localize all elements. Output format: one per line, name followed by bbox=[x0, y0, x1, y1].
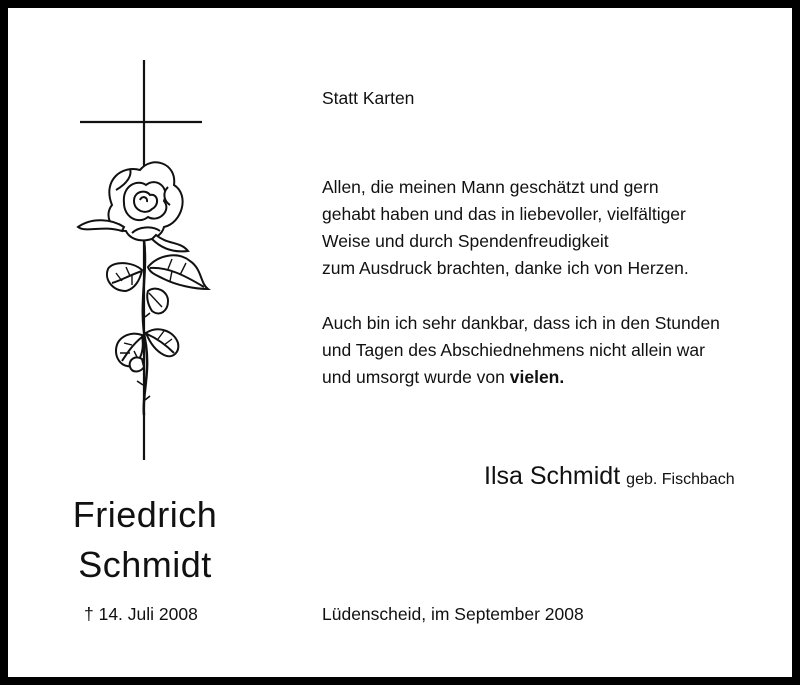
paragraph-line: zum Ausdruck brachten, danke ich von Herzen. bbox=[322, 258, 689, 278]
paragraph-line bbox=[322, 364, 720, 391]
paragraph-line: und Tagen des Abschiednehmens nicht allein war bbox=[322, 340, 705, 360]
deceased-last-name: Schmidt bbox=[78, 544, 212, 585]
deceased-first-name: Friedrich bbox=[72, 494, 218, 535]
paragraph-line: Allen, die meinen Mann geschätzt und gern bbox=[322, 177, 659, 197]
paragraph-gratitude bbox=[322, 310, 720, 391]
death-date: † 14. Juli 2008 bbox=[84, 604, 198, 624]
place-and-date: Lüdenscheid, im September 2008 bbox=[322, 604, 584, 624]
paragraph-line: gehabt haben und das in liebevoller, vielfältiger bbox=[322, 204, 686, 224]
signature bbox=[484, 462, 735, 491]
signature-name: Ilsa Schmidt bbox=[484, 462, 621, 490]
paragraph-text: und umsorgt wurde von bbox=[322, 367, 510, 387]
header-statt-karten: Statt Karten bbox=[322, 88, 415, 108]
cross-with-rose-icon bbox=[72, 55, 222, 465]
paragraph-thanks bbox=[322, 174, 689, 282]
signature-maiden-name: geb. Fischbach bbox=[626, 471, 735, 488]
emphasis-text: vielen. bbox=[509, 367, 565, 387]
paragraph-line: Auch bin ich sehr dankbar, dass ich in den Stunden bbox=[322, 313, 720, 333]
paragraph-line: Weise und durch Spendenfreudigkeit bbox=[322, 231, 609, 251]
